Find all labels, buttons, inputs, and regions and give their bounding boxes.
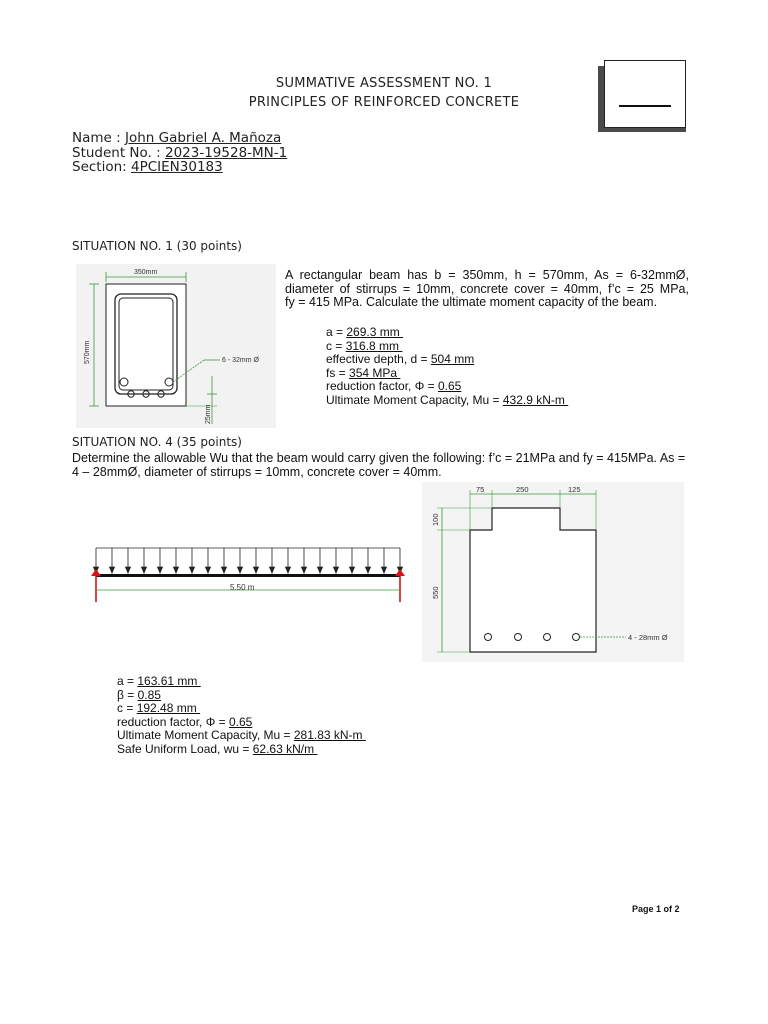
answer-value: 62.63 kN/m (252, 741, 318, 756)
situation-1-heading: SITUATION NO. 1 (30 points) (72, 239, 242, 253)
load-arrowhead (142, 567, 147, 573)
score-line (619, 105, 671, 107)
document-title: SUMMATIVE ASSESSMENT NO. 1 (275, 76, 493, 91)
load-arrowhead (350, 567, 355, 573)
student-name-label: Name : (72, 130, 125, 146)
load-arrowhead (270, 567, 275, 573)
loaded-beam-figure (88, 540, 410, 612)
situation-1-problem (285, 269, 689, 310)
load-arrowhead (254, 567, 259, 573)
beam-line (96, 574, 400, 577)
score-box-inner (604, 60, 686, 128)
width-label: 350mm (134, 269, 158, 276)
answer-value: 0.85 (137, 687, 161, 702)
answer-row: Safe Uniform Load, wu = 62.63 kN/m (117, 741, 318, 756)
answer-row: fs = 354 MPa (326, 365, 401, 380)
answer-row: Ultimate Moment Capacity, Mu = 432.9 kN-m (326, 392, 569, 407)
student-name-row (72, 131, 281, 146)
problem-line-3: fy = 415 MPa. Calculate the ultimate moment capacity of the beam. (285, 295, 658, 309)
bar-label: 4 - 28mm Ø (628, 633, 668, 642)
section-value: 4PCIEN30183 (131, 159, 223, 175)
answer-row: a = 163.61 mm (117, 674, 201, 688)
answer-value: 269.3 mm (346, 325, 404, 339)
problem-line-2: 4 – 28mmØ, diameter of stirrups = 10mm, concrete cover = 40mm. (72, 464, 442, 479)
distributed-load-arrows (94, 548, 403, 573)
bar-label: 6 - 32mm Ø (222, 357, 259, 364)
answer-value: 432.9 kN-m (502, 392, 569, 407)
cover-label: 25mm (205, 404, 212, 424)
answer-value: 192.48 mm (136, 701, 201, 715)
beam-outline (106, 284, 186, 406)
student-number-label: Student No. : (72, 145, 165, 161)
load-arrowhead (334, 567, 339, 573)
answer-row: effective depth, d = 504 mm (326, 352, 475, 366)
situation-4-problem (72, 452, 692, 479)
height-label: 570mm (84, 340, 91, 364)
answer-value: 0.65 (437, 379, 462, 393)
section-label: Section: (72, 159, 131, 175)
situation-4-answers (117, 675, 366, 756)
page-number: Page 1 of 2 (632, 904, 680, 914)
answer-value: 354 MPa (349, 365, 401, 380)
section-row (72, 160, 223, 175)
load-arrowhead (238, 567, 243, 573)
dim-mid-label: 250 (516, 485, 529, 494)
right-support-arrow (395, 569, 405, 576)
answer-row: reduction factor, Φ = 0.65 (326, 379, 462, 393)
left-support-arrow (91, 569, 101, 576)
answer-value: 281.83 kN-m (293, 728, 366, 742)
load-arrowhead (366, 567, 371, 573)
problem-line-2: diameter of stirrups = 10mm, concrete cover = 40mm, f’c = 25 MPa, (285, 281, 689, 296)
load-arrowhead (110, 567, 115, 573)
load-arrowhead (206, 567, 211, 573)
dim-top-label: 100 (431, 513, 440, 526)
answer-value: 316.8 mm (345, 338, 403, 353)
span-label: 5.50 m (230, 583, 255, 592)
student-name-value: John Gabriel A. Mañoza (124, 130, 282, 146)
student-number-value: 2023-19528-MN-1 (164, 145, 288, 161)
answer-value: 163.61 mm (137, 674, 201, 688)
dim-height-label: 550 (431, 586, 440, 599)
problem-line-1: A rectangular beam has b = 350mm, h = 570mm, As = 6-32mmØ, (285, 268, 689, 282)
beam-section-figure-2 (422, 482, 684, 662)
answer-row: a = 269.3 mm (326, 325, 404, 339)
load-arrowhead (302, 567, 307, 573)
dim-right-label: 125 (568, 485, 581, 494)
dim-left-label: 75 (476, 485, 485, 494)
answer-row: β = 0.85 (117, 687, 161, 702)
load-arrowhead (190, 567, 195, 573)
answer-row: c = 192.48 mm (117, 701, 201, 715)
section-outline (470, 508, 596, 652)
situation-1-answers (326, 326, 568, 407)
answer-row: c = 316.8 mm (326, 338, 403, 353)
situation-4-heading: SITUATION NO. 4 (35 points) (72, 435, 242, 449)
load-arrowhead (318, 567, 323, 573)
answer-row: Ultimate Moment Capacity, Mu = 281.83 kN-m (117, 728, 366, 742)
beam-section-figure-1 (76, 264, 276, 428)
load-arrowhead (126, 567, 131, 573)
load-arrowhead (222, 567, 227, 573)
load-arrowhead (174, 567, 179, 573)
answer-value: 504 mm (430, 352, 475, 366)
problem-line-1: Determine the allowable Wu that the beam would carry given the following: f’c = 21MPa and fy = 415MPa. As = (72, 451, 686, 465)
load-arrowhead (158, 567, 163, 573)
answer-value: 0.65 (228, 714, 253, 729)
load-arrowhead (382, 567, 387, 573)
document-subtitle: PRINCIPLES OF REINFORCED CONCRETE (248, 95, 520, 110)
answer-row: reduction factor, Φ = 0.65 (117, 714, 253, 729)
load-arrowhead (286, 567, 291, 573)
